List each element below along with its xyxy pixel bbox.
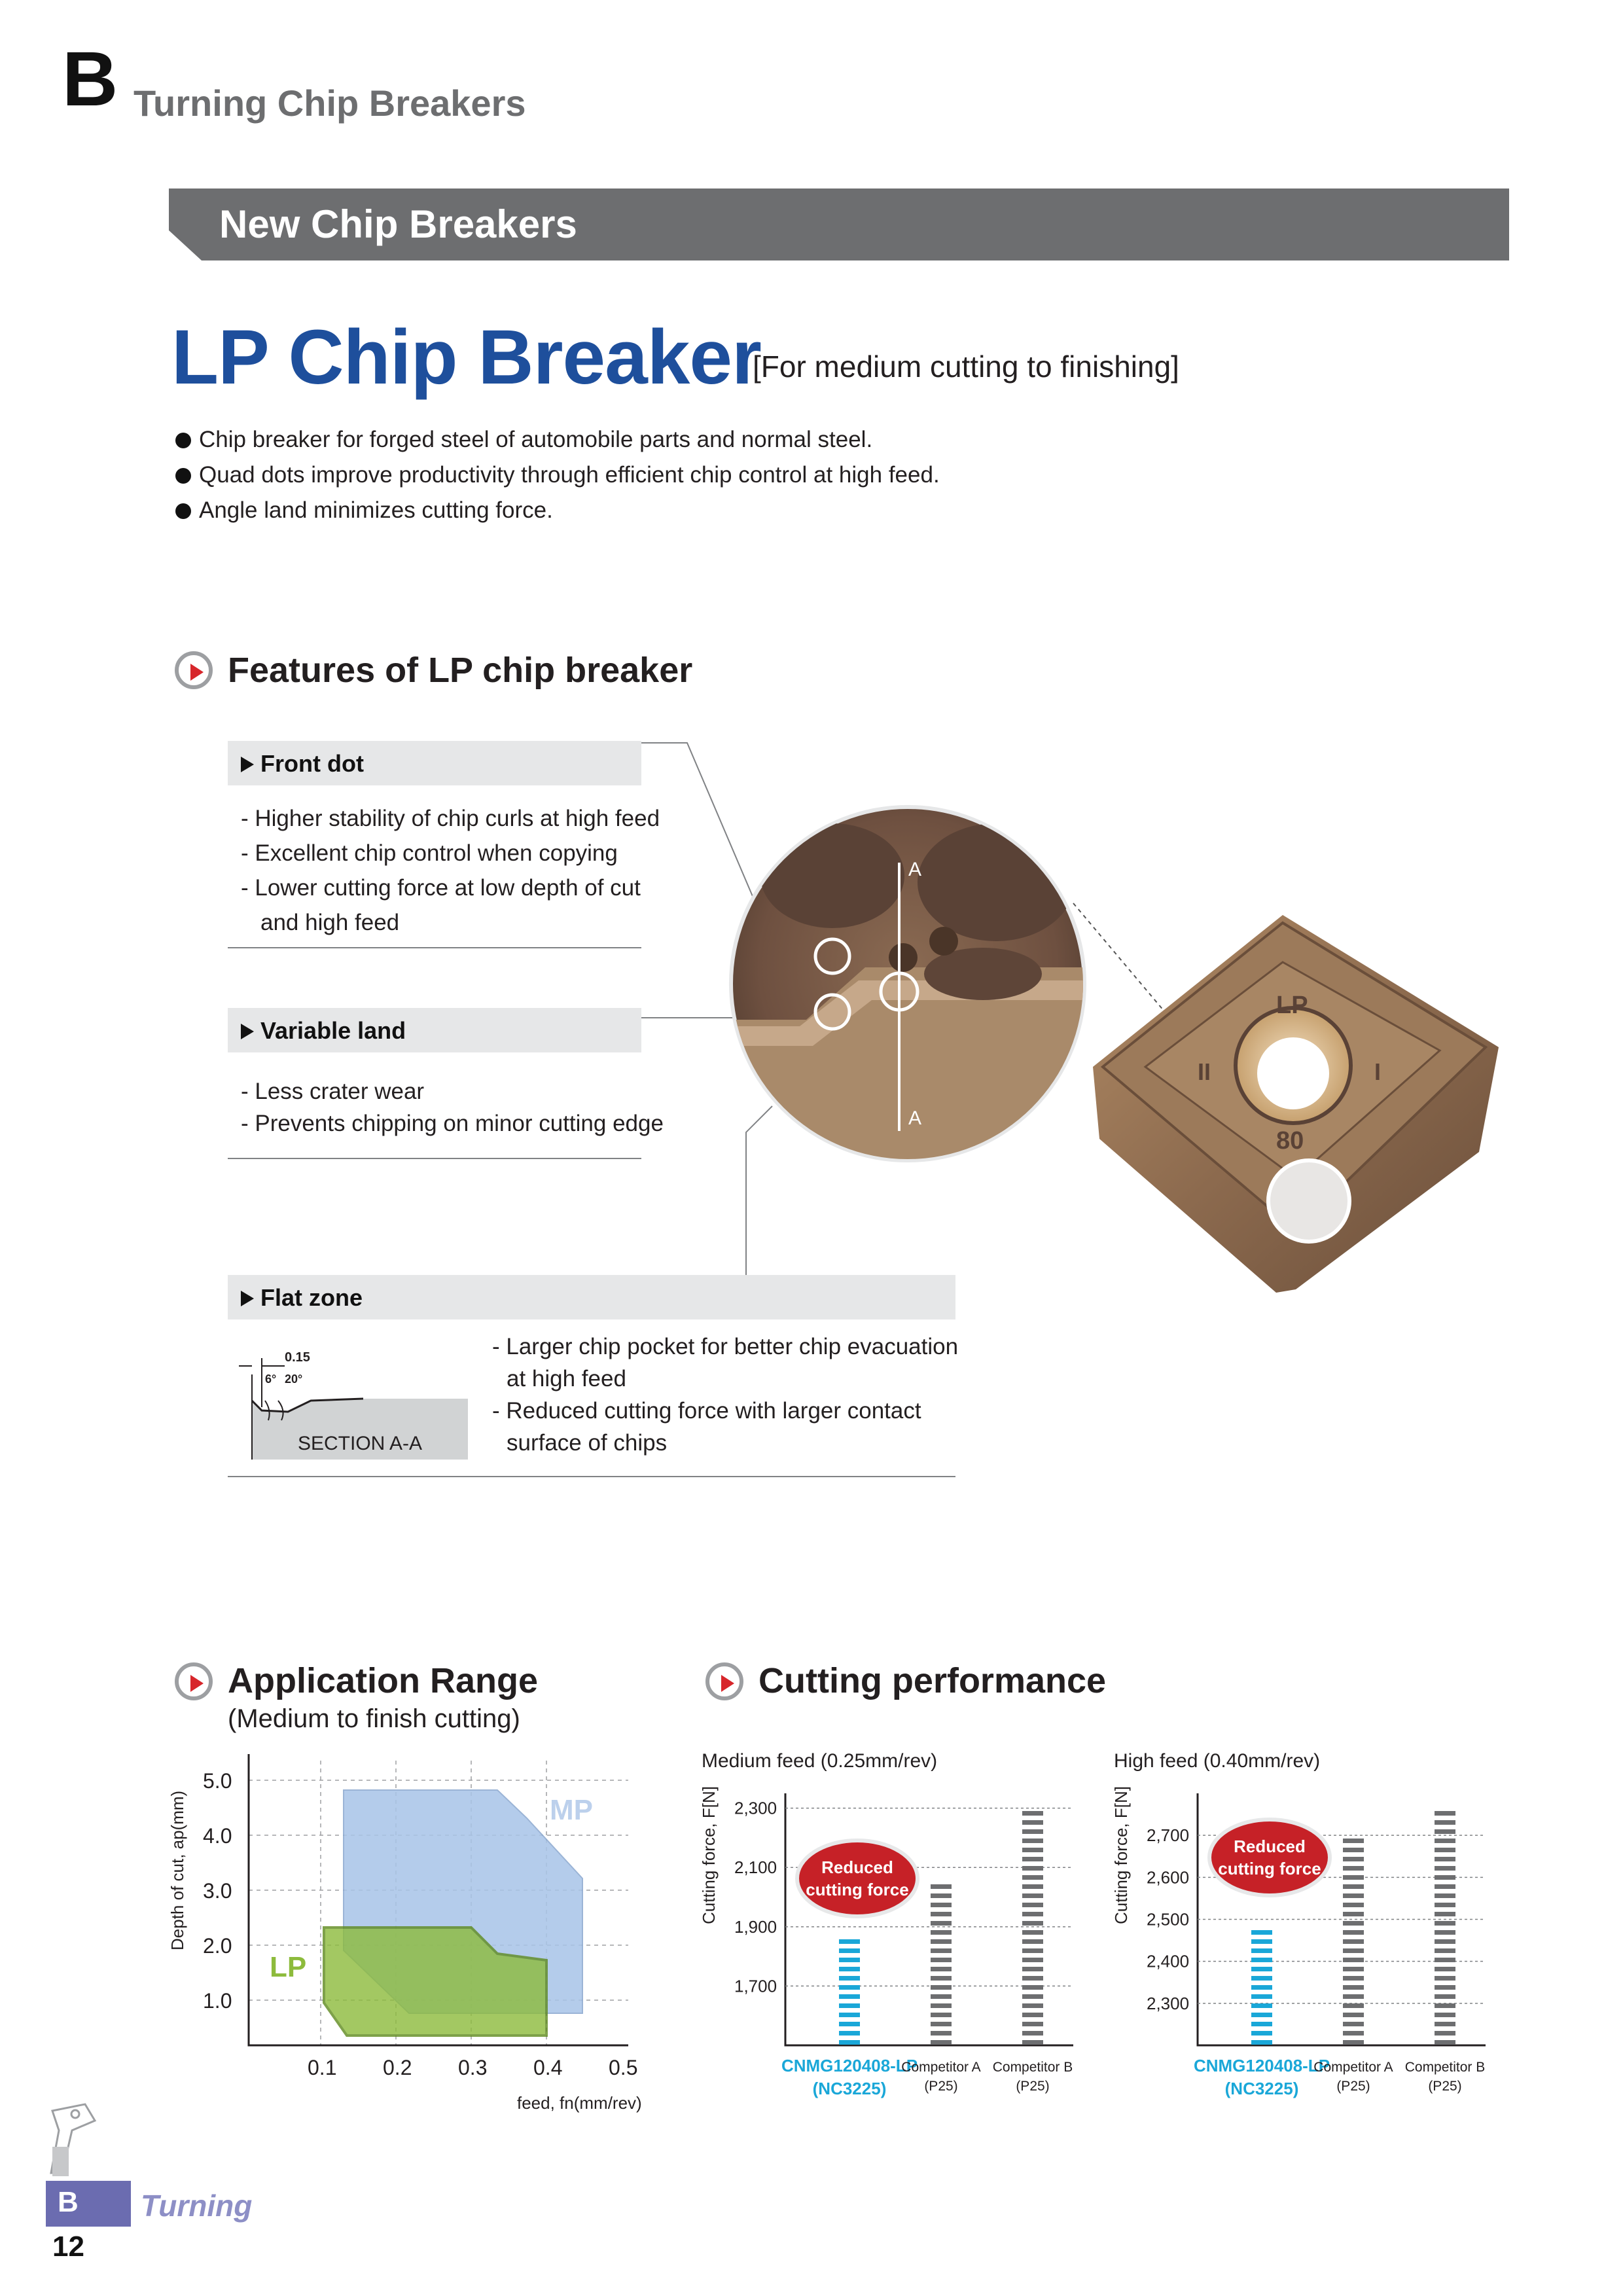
category-sublabel: (P25) (924, 2079, 958, 2094)
insert-mark-lp: LP (1276, 992, 1308, 1019)
y-axis-label: Cutting force, F[N] (1111, 1786, 1131, 1924)
bar (1022, 1811, 1043, 2045)
chart-title: Medium feed (0.25mm/rev) (702, 1750, 938, 1772)
category-sublabel: (NC3225) (812, 2079, 887, 2098)
variable-land-label: Variable land (241, 1017, 406, 1045)
region-label-lp: LP (270, 1951, 307, 1983)
cutting-performance-heading: Cutting performance (758, 1661, 1107, 1700)
cutting-chart-medium (694, 1741, 1099, 2121)
footer-tab-label: Turning (141, 2189, 253, 2223)
category-label: CNMG120408-LP (781, 2056, 918, 2075)
section-title: Turning Chip Breakers (134, 82, 526, 124)
section-mark-a-top: A (908, 859, 922, 880)
application-range-heading: Application Range (228, 1661, 539, 1700)
triangle-right-icon (241, 1024, 254, 1039)
front-dot-line: - Excellent chip control when copying (241, 840, 618, 866)
category-label: Competitor B (992, 2060, 1073, 2075)
bullet-item: Angle land minimizes cutting force. (175, 497, 553, 524)
flat-zone-line: at high feed (507, 1366, 626, 1391)
category-label: CNMG120408-LP (1193, 2056, 1330, 2075)
section-letter: B (62, 36, 118, 122)
play-icon (175, 651, 213, 689)
front-dot-label: Front dot (241, 750, 364, 778)
section-a-a-diagram (232, 1338, 468, 1463)
bullet-dot-icon (175, 433, 191, 448)
y-tick: 4.0 (203, 1824, 232, 1848)
variable-land-line: - Less crater wear (241, 1079, 425, 1104)
front-dot-line: and high feed (260, 910, 400, 935)
cnmg-insert-image (1086, 903, 1505, 1296)
bar (1435, 1811, 1455, 2045)
divider (228, 1158, 641, 1159)
category-sublabel: (P25) (1428, 2079, 1462, 2094)
y-tick: 2.0 (203, 1934, 232, 1958)
x-tick: 0.1 (308, 2056, 337, 2079)
y-axis-label: Cutting force, F[N] (699, 1786, 719, 1924)
x-tick: 0.2 (383, 2056, 412, 2079)
category-label: Competitor B (1404, 2060, 1486, 2075)
bullet-dot-icon (175, 468, 191, 484)
application-range-subheading: (Medium to finish cutting) (228, 1704, 520, 1733)
category-sublabel: (P25) (1336, 2079, 1370, 2094)
bar (931, 1884, 952, 2045)
region-label-mp: MP (550, 1794, 593, 1826)
section-label: SECTION A-A (298, 1433, 423, 1454)
flat-zone-line: surface of chips (507, 1430, 668, 1456)
page-subtitle: [For medium cutting to finishing] (753, 350, 1179, 384)
y-tick: 2,100 (734, 1857, 777, 1878)
bullet-item: Chip breaker for forged steel of automobile parts and normal steel. (175, 427, 872, 453)
y-tick: 5.0 (203, 1769, 232, 1793)
category-sublabel: (P25) (1016, 2079, 1050, 2094)
badge-line2: cutting force (1218, 1859, 1321, 1878)
dim-width: 0.15 (285, 1350, 310, 1365)
y-tick: 2,300 (734, 1798, 777, 1818)
y-tick: 2,600 (1147, 1867, 1190, 1888)
cutting-chart-high (1106, 1741, 1512, 2121)
y-tick: 1,900 (734, 1916, 777, 1937)
badge-line2: cutting force (806, 1880, 909, 1899)
turning-tool-icon (39, 2101, 111, 2179)
category-label: Competitor A (1313, 2060, 1393, 2075)
flat-zone-line: - Reduced cutting force with larger contact (492, 1398, 921, 1424)
y-tick: 1.0 (203, 1989, 232, 2013)
divider (228, 947, 641, 948)
badge-line1: Reduced (1234, 1837, 1306, 1856)
chart-title: High feed (0.40mm/rev) (1114, 1750, 1321, 1772)
y-tick: 1,700 (734, 1976, 777, 1996)
triangle-right-icon (241, 1291, 254, 1306)
front-dot-line: - Higher stability of chip curls at high feed (241, 806, 660, 831)
y-tick: 2,500 (1147, 1909, 1190, 1929)
insert-mark-right: I (1374, 1058, 1382, 1085)
dim-angle2: 20° (285, 1372, 303, 1386)
triangle-right-icon (241, 757, 254, 772)
play-icon (705, 1662, 743, 1700)
variable-land-line: - Prevents chipping on minor cutting edge (241, 1111, 664, 1136)
section-mark-a-bottom: A (908, 1107, 922, 1129)
y-tick: 2,300 (1147, 1993, 1190, 2013)
chip-breaker-closeup (728, 804, 1088, 1164)
y-tick: 3.0 (203, 1879, 232, 1903)
page-title: LP Chip Breaker (171, 314, 761, 401)
divider (228, 1476, 955, 1477)
y-axis-label: Depth of cut, ap(mm) (168, 1790, 187, 1950)
reduced-force-badge (1209, 1820, 1330, 1895)
badge-line1: Reduced (821, 1857, 893, 1877)
dim-angle1: 6° (265, 1372, 277, 1386)
page-number: 12 (52, 2231, 84, 2263)
flat-zone-line: - Larger chip pocket for better chip evacuation (492, 1334, 959, 1359)
x-tick: 0.5 (609, 2056, 638, 2079)
bar (1251, 1930, 1272, 2045)
application-range-chart (164, 1741, 661, 2121)
features-heading: Features of LP chip breaker (228, 651, 693, 690)
y-tick: 2,700 (1147, 1825, 1190, 1846)
reduced-force-badge (797, 1840, 918, 1916)
bullet-item: Quad dots improve productivity through efficient chip control at high feed. (175, 462, 940, 488)
x-tick: 0.3 (458, 2056, 488, 2079)
insert-mark-left: II (1198, 1058, 1211, 1085)
insert-mark-80: 80 (1276, 1127, 1304, 1155)
y-tick: 2,400 (1147, 1951, 1190, 1971)
category-label: Competitor A (901, 2060, 981, 2075)
footer-tab-letter: B (58, 2186, 79, 2218)
front-dot-line: - Lower cutting force at low depth of cut (241, 875, 641, 901)
bar (1343, 1839, 1364, 2045)
banner-title: New Chip Breakers (219, 202, 577, 246)
x-tick: 0.4 (533, 2056, 563, 2079)
bar (839, 1939, 860, 2045)
x-axis-label: feed, fn(mm/rev) (517, 2093, 642, 2113)
bullet-dot-icon (175, 503, 191, 519)
play-icon (175, 1662, 213, 1700)
banner-notch (169, 230, 202, 260)
category-sublabel: (NC3225) (1224, 2079, 1299, 2098)
flat-zone-label: Flat zone (241, 1284, 363, 1312)
